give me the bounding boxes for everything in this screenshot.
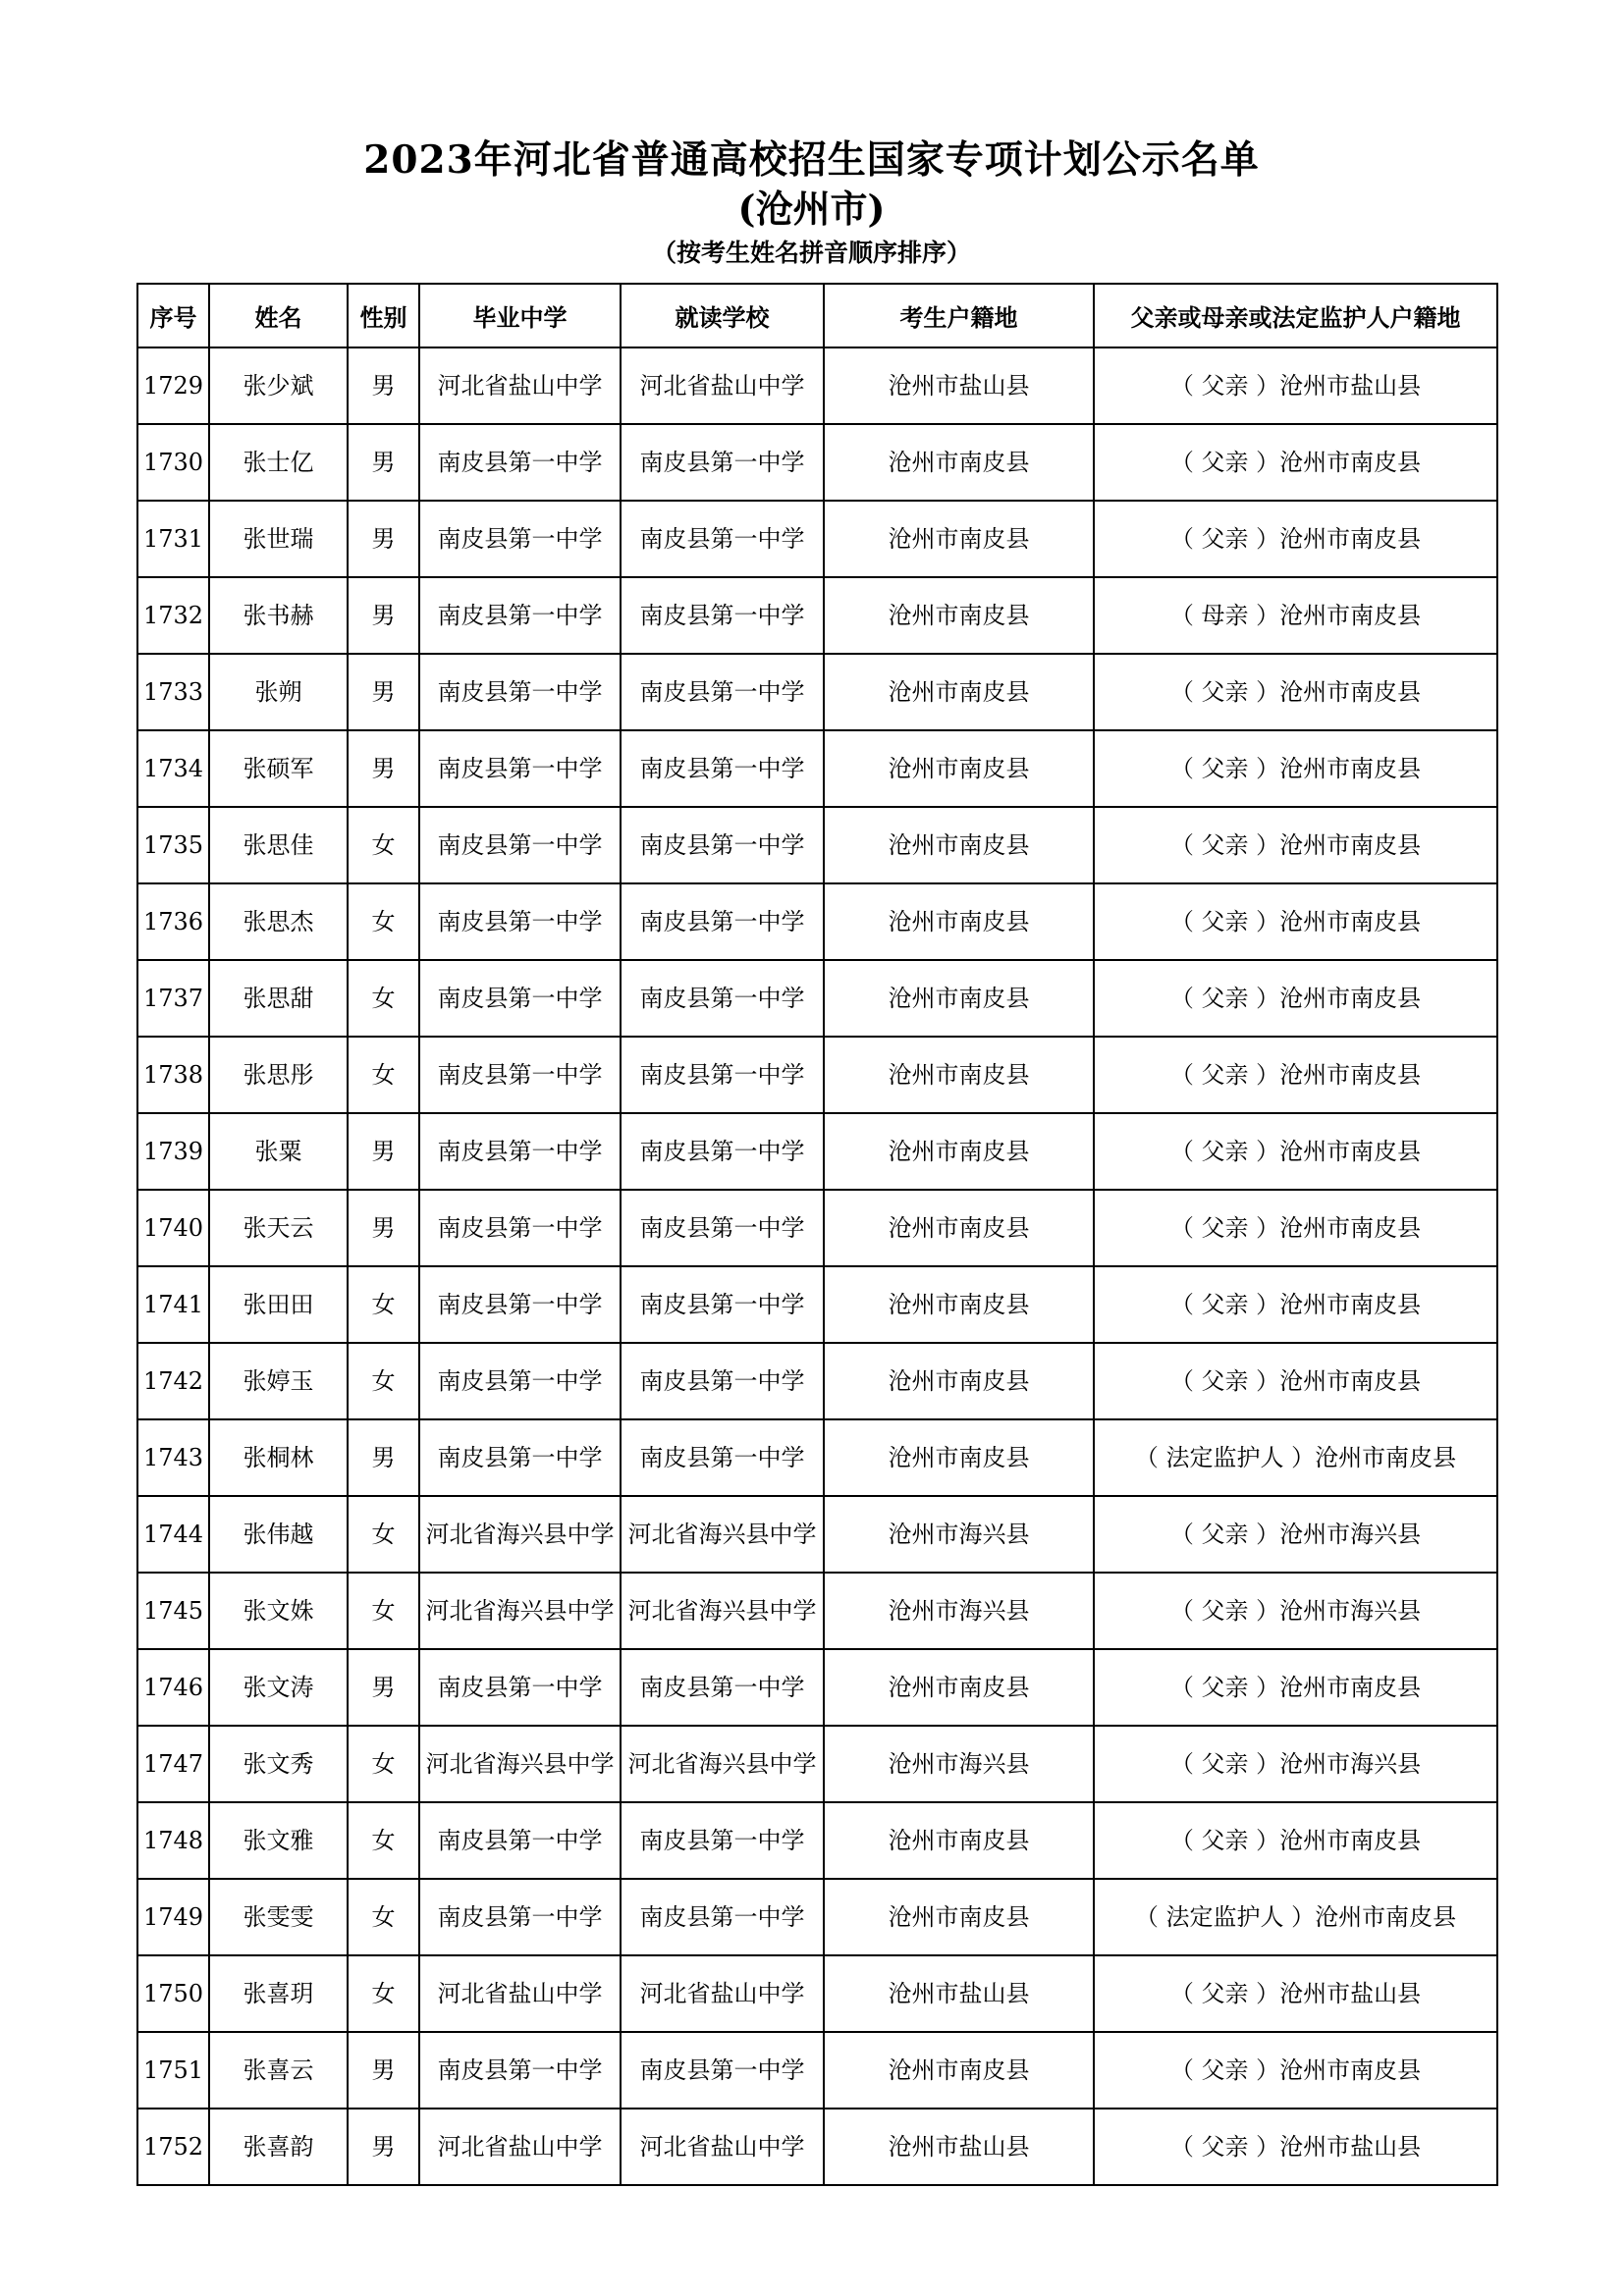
cell-name: 张世瑞 (209, 501, 348, 577)
cell-name: 张思甜 (209, 960, 348, 1037)
cell-name: 张文秀 (209, 1726, 348, 1802)
cell-grad-school: 南皮县第一中学 (419, 1190, 621, 1266)
table-row (137, 1343, 1497, 1419)
cell-seq: 1734 (137, 730, 209, 807)
cell-parent-hukou: （ 父亲 ）沧州市南皮县 (1094, 1343, 1497, 1419)
cell-grad-school: 河北省盐山中学 (419, 347, 621, 424)
cell-name: 张士亿 (209, 424, 348, 501)
cell-grad-school: 河北省海兴县中学 (419, 1496, 621, 1573)
cell-current-school: 南皮县第一中学 (621, 501, 824, 577)
table-row (137, 2032, 1497, 2109)
cell-current-school: 南皮县第一中学 (621, 654, 824, 730)
sort-note: （按考生姓名拼音顺序排序） (651, 239, 971, 267)
col-header-parent-hukou: 父亲或母亲或法定监护人户籍地 (1094, 284, 1497, 347)
cell-seq: 1737 (137, 960, 209, 1037)
cell-name: 张硕军 (209, 730, 348, 807)
cell-parent-hukou: （ 父亲 ）沧州市南皮县 (1094, 883, 1497, 960)
table-row (137, 1649, 1497, 1726)
cell-parent-hukou: （ 父亲 ）沧州市南皮县 (1094, 1649, 1497, 1726)
table-row (137, 1266, 1497, 1343)
cell-seq: 1735 (137, 807, 209, 883)
cell-gender: 女 (348, 1879, 419, 1955)
table-row (137, 1726, 1497, 1802)
table-row (137, 1113, 1497, 1190)
cell-name: 张喜玥 (209, 1955, 348, 2032)
cell-gender: 男 (348, 1190, 419, 1266)
table-row (137, 2109, 1497, 2185)
cell-current-school: 河北省盐山中学 (621, 1955, 824, 2032)
table-header-row (137, 284, 1497, 347)
cell-hukou: 沧州市南皮县 (824, 883, 1094, 960)
cell-hukou: 沧州市南皮县 (824, 654, 1094, 730)
cell-seq: 1747 (137, 1726, 209, 1802)
cell-gender: 男 (348, 577, 419, 654)
cell-hukou: 沧州市南皮县 (824, 1190, 1094, 1266)
document-header (0, 135, 1623, 273)
cell-current-school: 南皮县第一中学 (621, 1113, 824, 1190)
cell-seq: 1729 (137, 347, 209, 424)
cell-gender: 男 (348, 1419, 419, 1496)
cell-grad-school: 南皮县第一中学 (419, 577, 621, 654)
cell-name: 张文姝 (209, 1573, 348, 1649)
cell-grad-school: 河北省海兴县中学 (419, 1726, 621, 1802)
cell-gender: 男 (348, 730, 419, 807)
cell-grad-school: 南皮县第一中学 (419, 1419, 621, 1496)
table-row (137, 1190, 1497, 1266)
table-row (137, 1037, 1497, 1113)
col-header-current-school: 就读学校 (621, 284, 824, 347)
table-row (137, 347, 1497, 424)
cell-hukou: 沧州市南皮县 (824, 730, 1094, 807)
cell-hukou: 沧州市南皮县 (824, 807, 1094, 883)
cell-current-school: 南皮县第一中学 (621, 807, 824, 883)
table-row (137, 654, 1497, 730)
cell-hukou: 沧州市盐山县 (824, 347, 1094, 424)
cell-gender: 女 (348, 1496, 419, 1573)
cell-parent-hukou: （ 父亲 ）沧州市南皮县 (1094, 1113, 1497, 1190)
cell-name: 张书赫 (209, 577, 348, 654)
cell-parent-hukou: （ 父亲 ）沧州市盐山县 (1094, 347, 1497, 424)
cell-current-school: 南皮县第一中学 (621, 1419, 824, 1496)
cell-name: 张喜云 (209, 2032, 348, 2109)
cell-hukou: 沧州市海兴县 (824, 1573, 1094, 1649)
cell-hukou: 沧州市盐山县 (824, 2109, 1094, 2185)
cell-seq: 1751 (137, 2032, 209, 2109)
cell-seq: 1741 (137, 1266, 209, 1343)
cell-parent-hukou: （ 父亲 ）沧州市南皮县 (1094, 730, 1497, 807)
cell-hukou: 沧州市南皮县 (824, 1113, 1094, 1190)
cell-hukou: 沧州市南皮县 (824, 1266, 1094, 1343)
cell-grad-school: 南皮县第一中学 (419, 1266, 621, 1343)
cell-name: 张文涛 (209, 1649, 348, 1726)
cell-grad-school: 河北省海兴县中学 (419, 1573, 621, 1649)
col-header-name: 姓名 (209, 284, 348, 347)
cell-parent-hukou: （ 父亲 ）沧州市海兴县 (1094, 1573, 1497, 1649)
cell-grad-school: 南皮县第一中学 (419, 730, 621, 807)
document-subtitle: (沧州市) (737, 187, 886, 231)
cell-parent-hukou: （ 父亲 ）沧州市海兴县 (1094, 1496, 1497, 1573)
cell-parent-hukou: （ 父亲 ）沧州市南皮县 (1094, 1037, 1497, 1113)
cell-hukou: 沧州市南皮县 (824, 424, 1094, 501)
cell-current-school: 南皮县第一中学 (621, 1802, 824, 1879)
cell-current-school: 河北省海兴县中学 (621, 1573, 824, 1649)
cell-seq: 1740 (137, 1190, 209, 1266)
cell-gender: 男 (348, 2032, 419, 2109)
table-row (137, 424, 1497, 501)
cell-gender: 女 (348, 1266, 419, 1343)
cell-parent-hukou: （ 父亲 ）沧州市南皮县 (1094, 2032, 1497, 2109)
table-row (137, 577, 1497, 654)
col-header-seq: 序号 (137, 284, 209, 347)
cell-current-school: 河北省盐山中学 (621, 2109, 824, 2185)
cell-grad-school: 南皮县第一中学 (419, 1343, 621, 1419)
cell-current-school: 南皮县第一中学 (621, 1266, 824, 1343)
cell-parent-hukou: （ 父亲 ）沧州市南皮县 (1094, 1190, 1497, 1266)
table-row (137, 730, 1497, 807)
cell-gender: 女 (348, 807, 419, 883)
cell-parent-hukou: （ 父亲 ）沧州市海兴县 (1094, 1726, 1497, 1802)
cell-parent-hukou: （ 父亲 ）沧州市南皮县 (1094, 654, 1497, 730)
col-header-hukou: 考生户籍地 (824, 284, 1094, 347)
cell-seq: 1743 (137, 1419, 209, 1496)
cell-grad-school: 南皮县第一中学 (419, 2032, 621, 2109)
document-title: 2023年河北省普通高校招生国家专项计划公示名单 (363, 137, 1260, 183)
cell-name: 张粟 (209, 1113, 348, 1190)
cell-parent-hukou: （ 父亲 ）沧州市南皮县 (1094, 1266, 1497, 1343)
cell-parent-hukou: （ 父亲 ）沧州市南皮县 (1094, 1802, 1497, 1879)
cell-current-school: 河北省海兴县中学 (621, 1726, 824, 1802)
cell-parent-hukou: （ 父亲 ）沧州市南皮县 (1094, 501, 1497, 577)
cell-grad-school: 河北省盐山中学 (419, 1955, 621, 2032)
cell-current-school: 南皮县第一中学 (621, 883, 824, 960)
cell-gender: 男 (348, 1649, 419, 1726)
cell-hukou: 沧州市盐山县 (824, 1955, 1094, 2032)
cell-seq: 1731 (137, 501, 209, 577)
cell-current-school: 南皮县第一中学 (621, 730, 824, 807)
cell-current-school: 南皮县第一中学 (621, 424, 824, 501)
cell-gender: 男 (348, 2109, 419, 2185)
cell-gender: 男 (348, 501, 419, 577)
cell-seq: 1733 (137, 654, 209, 730)
table-row (137, 1955, 1497, 2032)
cell-gender: 男 (348, 1113, 419, 1190)
cell-grad-school: 南皮县第一中学 (419, 960, 621, 1037)
table-row (137, 1419, 1497, 1496)
cell-current-school: 南皮县第一中学 (621, 1037, 824, 1113)
cell-current-school: 南皮县第一中学 (621, 1649, 824, 1726)
cell-hukou: 沧州市南皮县 (824, 1802, 1094, 1879)
cell-gender: 女 (348, 1037, 419, 1113)
cell-gender: 男 (348, 347, 419, 424)
cell-name: 张思佳 (209, 807, 348, 883)
cell-seq: 1752 (137, 2109, 209, 2185)
table-row (137, 883, 1497, 960)
cell-current-school: 南皮县第一中学 (621, 1190, 824, 1266)
roster-table (136, 283, 1498, 2186)
cell-seq: 1738 (137, 1037, 209, 1113)
cell-parent-hukou: （ 法定监护人 ）沧州市南皮县 (1094, 1879, 1497, 1955)
cell-name: 张婷玉 (209, 1343, 348, 1419)
table-row (137, 501, 1497, 577)
cell-current-school: 南皮县第一中学 (621, 960, 824, 1037)
cell-current-school: 河北省海兴县中学 (621, 1496, 824, 1573)
cell-gender: 女 (348, 1802, 419, 1879)
cell-current-school: 南皮县第一中学 (621, 577, 824, 654)
cell-seq: 1742 (137, 1343, 209, 1419)
cell-hukou: 沧州市南皮县 (824, 960, 1094, 1037)
cell-hukou: 沧州市南皮县 (824, 1343, 1094, 1419)
cell-seq: 1746 (137, 1649, 209, 1726)
cell-name: 张朔 (209, 654, 348, 730)
cell-grad-school: 南皮县第一中学 (419, 654, 621, 730)
cell-seq: 1745 (137, 1573, 209, 1649)
cell-seq: 1744 (137, 1496, 209, 1573)
cell-seq: 1739 (137, 1113, 209, 1190)
cell-grad-school: 南皮县第一中学 (419, 1879, 621, 1955)
cell-grad-school: 河北省盐山中学 (419, 2109, 621, 2185)
cell-parent-hukou: （ 母亲 ）沧州市南皮县 (1094, 577, 1497, 654)
cell-parent-hukou: （ 父亲 ）沧州市南皮县 (1094, 807, 1497, 883)
cell-parent-hukou: （ 父亲 ）沧州市盐山县 (1094, 1955, 1497, 2032)
cell-seq: 1750 (137, 1955, 209, 2032)
cell-gender: 女 (348, 1955, 419, 2032)
cell-name: 张思杰 (209, 883, 348, 960)
cell-name: 张伟越 (209, 1496, 348, 1573)
cell-current-school: 河北省盐山中学 (621, 347, 824, 424)
cell-parent-hukou: （ 父亲 ）沧州市南皮县 (1094, 960, 1497, 1037)
cell-hukou: 沧州市南皮县 (824, 2032, 1094, 2109)
cell-grad-school: 南皮县第一中学 (419, 1802, 621, 1879)
cell-gender: 男 (348, 654, 419, 730)
table-row (137, 1573, 1497, 1649)
cell-current-school: 南皮县第一中学 (621, 2032, 824, 2109)
table-row (137, 960, 1497, 1037)
cell-current-school: 南皮县第一中学 (621, 1879, 824, 1955)
cell-gender: 女 (348, 883, 419, 960)
cell-grad-school: 南皮县第一中学 (419, 501, 621, 577)
cell-grad-school: 南皮县第一中学 (419, 424, 621, 501)
col-header-gender: 性别 (348, 284, 419, 347)
cell-parent-hukou: （ 父亲 ）沧州市盐山县 (1094, 2109, 1497, 2185)
cell-seq: 1748 (137, 1802, 209, 1879)
cell-grad-school: 南皮县第一中学 (419, 807, 621, 883)
cell-grad-school: 南皮县第一中学 (419, 1113, 621, 1190)
cell-hukou: 沧州市南皮县 (824, 1419, 1094, 1496)
table-row (137, 807, 1497, 883)
cell-seq: 1732 (137, 577, 209, 654)
col-header-grad-school: 毕业中学 (419, 284, 621, 347)
cell-gender: 女 (348, 1573, 419, 1649)
cell-seq: 1736 (137, 883, 209, 960)
cell-gender: 男 (348, 424, 419, 501)
cell-hukou: 沧州市南皮县 (824, 501, 1094, 577)
cell-hukou: 沧州市南皮县 (824, 1649, 1094, 1726)
cell-hukou: 沧州市海兴县 (824, 1726, 1094, 1802)
cell-name: 张桐林 (209, 1419, 348, 1496)
cell-gender: 女 (348, 1343, 419, 1419)
cell-seq: 1730 (137, 424, 209, 501)
cell-gender: 女 (348, 960, 419, 1037)
table-body (137, 347, 1497, 2185)
cell-grad-school: 南皮县第一中学 (419, 1649, 621, 1726)
table-row (137, 1496, 1497, 1573)
cell-name: 张少斌 (209, 347, 348, 424)
table-row (137, 1879, 1497, 1955)
cell-name: 张雯雯 (209, 1879, 348, 1955)
cell-hukou: 沧州市南皮县 (824, 577, 1094, 654)
cell-gender: 女 (348, 1726, 419, 1802)
cell-hukou: 沧州市南皮县 (824, 1037, 1094, 1113)
cell-grad-school: 南皮县第一中学 (419, 1037, 621, 1113)
cell-hukou: 沧州市南皮县 (824, 1879, 1094, 1955)
cell-parent-hukou: （ 法定监护人 ）沧州市南皮县 (1094, 1419, 1497, 1496)
cell-name: 张天云 (209, 1190, 348, 1266)
cell-grad-school: 南皮县第一中学 (419, 883, 621, 960)
cell-parent-hukou: （ 父亲 ）沧州市南皮县 (1094, 424, 1497, 501)
cell-name: 张思彤 (209, 1037, 348, 1113)
cell-name: 张文雅 (209, 1802, 348, 1879)
cell-hukou: 沧州市海兴县 (824, 1496, 1094, 1573)
cell-name: 张喜韵 (209, 2109, 348, 2185)
cell-current-school: 南皮县第一中学 (621, 1343, 824, 1419)
cell-name: 张田田 (209, 1266, 348, 1343)
cell-seq: 1749 (137, 1879, 209, 1955)
table-row (137, 1802, 1497, 1879)
